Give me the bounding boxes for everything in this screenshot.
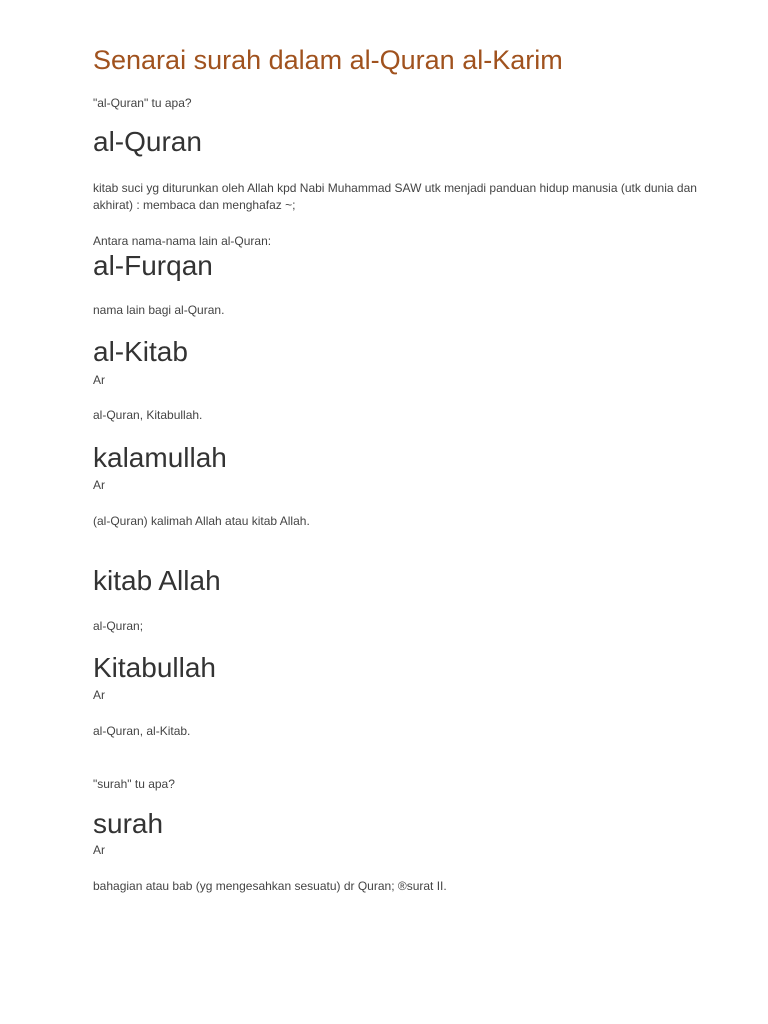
lang-tag-kalamullah: Ar [93, 478, 105, 492]
lang-tag-kitabullah: Ar [93, 688, 105, 702]
definition-al-furqan: nama lain bagi al-Quran. [93, 303, 225, 317]
definition-al-quran: kitab suci yg diturunkan oleh Allah kpd Nabi Muhammad SAW utk menjadi panduan hidup manusia (utk dunia dan akhirat) : membaca dan menghafaz ~; [93, 181, 697, 212]
question-surah: "surah" tu apa? [93, 777, 175, 791]
term-kitab-allah: kitab Allah [93, 565, 221, 596]
lang-tag-al-kitab: Ar [93, 373, 105, 387]
term-kitabullah: Kitabullah [93, 652, 216, 683]
term-al-kitab: al-Kitab [93, 336, 188, 367]
definition-kalamullah: (al-Quran) kalimah Allah atau kitab Allah. [93, 514, 310, 528]
question-quran: "al-Quran" tu apa? [93, 96, 192, 110]
other-names-intro: Antara nama-nama lain al-Quran: [93, 234, 272, 248]
lang-tag-surah: Ar [93, 843, 105, 857]
page-title: Senarai surah dalam al-Quran al-Karim [93, 45, 563, 75]
term-surah: surah [93, 808, 164, 839]
term-al-quran: al-Quran [93, 126, 202, 157]
term-kalamullah: kalamullah [93, 442, 227, 473]
term-al-furqan: al-Furqan [93, 250, 213, 281]
definition-al-kitab: al-Quran, Kitabullah. [93, 408, 203, 422]
definition-kitab-allah: al-Quran; [93, 619, 144, 633]
definition-kitabullah: al-Quran, al-Kitab. [93, 724, 191, 738]
definition-surah: bahagian atau bab (yg mengesahkan sesuatu) dr Quran; ®surat II. [93, 879, 447, 893]
